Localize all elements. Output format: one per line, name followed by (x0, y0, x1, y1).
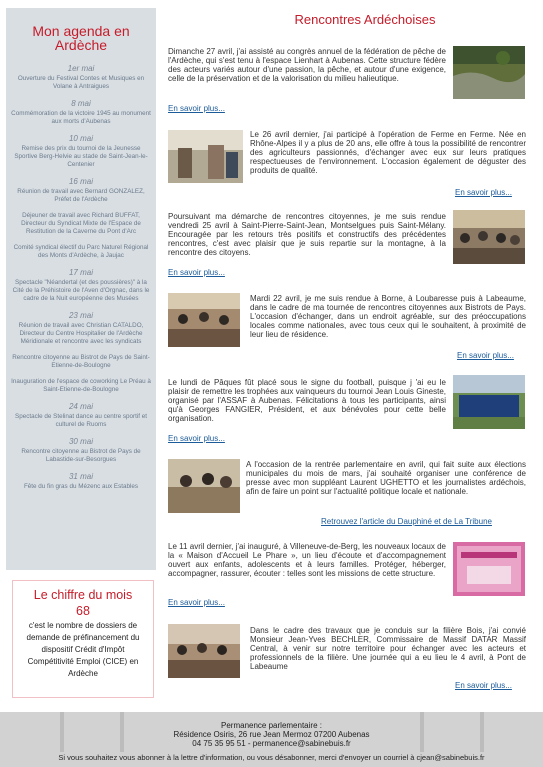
agenda-event: Réunion de travail avec Christian CATALDO, Directeur du Centre Hospitalier de l'Ardèche Méridionale et rencontre avec les syndicats (18, 322, 144, 345)
en-savoir-plus-link[interactable]: En savoir plus... (168, 598, 225, 607)
article-text: Le 26 avril dernier, j'ai participé à l'opération de Ferme en Ferme. Née en Rhône-Alpes il y a plus de 20 ans, elle offre à tous la possibilité de rencontrer des agriculteurs passionnés, d'échanger avec eux sur leurs pratiques respectueuses de l'environnement. L'occasion également de déguster des produits de qualité. (250, 130, 526, 175)
article-text: Dans le cadre des travaux que je conduis sur la filière Bois, j'ai convié Monsieur Jean-Yves BECHLER, Commissaire de Massif DATAR Massif Central, à venir sur notre territoire pour échanger avec les acteurs et professionnels de la filière. Une journée qui a eu lieu le 4 avril, à Pont de Labeaume (250, 626, 526, 671)
article-text: Dimanche 27 avril, j'ai assisté au congrès annuel de la fédération de pêche de l'Ardèche, qui s'est tenu à l'espace Lienhart à Aubenas. Cette structure fédère des acteurs variés autour d'une passion, la pêche, et autour d'une exigence, celle de la préservation et de la valorisation du milieu halieutique. (168, 47, 446, 83)
article-rencontres-citoyennes (168, 212, 446, 257)
photo-ferme (168, 130, 243, 183)
agenda-date: 23 mai (68, 311, 93, 320)
chiffre-text: c'est le nombre de dossiers de demande de préfinancement du dispositif Crédit d'Impôt Compétitivité Emploi (CICE) en Ardèche (26, 621, 140, 678)
photo-reunion (453, 210, 525, 264)
photo-conference-presse (168, 459, 240, 513)
agenda-sidebar (6, 8, 156, 570)
en-savoir-plus-link[interactable]: En savoir plus... (168, 268, 225, 277)
photo-riviere (453, 46, 525, 99)
article-le-phare (168, 542, 446, 578)
agenda-event: Fête du fin gras du Mézenc aux Estables (23, 483, 139, 490)
agenda-event: Rencontre citoyenne au Bistrot de Pays de Labastide-sur-Besorgues (21, 448, 141, 463)
article-text: Poursuivant ma démarche de rencontres citoyennes, je me suis rendue vendredi 25 avril à Saint-Pierre-Saint-Jean, Montselgues puis Saint-Mélany. Encouragée par les retours très positifs et constructifs des précédentes rencontres, c'est avec plaisir que je suis repartie sur la montagne, à la rencontre des citoyens. (168, 212, 446, 257)
article-peche (168, 47, 446, 83)
permanence-address: Résidence Osiris, 26 rue Jean Mermoz 07200 Aubenas (173, 730, 370, 739)
agenda-date: 31 mai (68, 472, 93, 481)
en-savoir-plus-link[interactable]: En savoir plus... (457, 351, 514, 360)
agenda-event: Ouverture du Festival Contes et Musiques en Volane à Antraigues (17, 75, 145, 90)
article-filiere-bois (250, 626, 526, 671)
agenda-event: Déjeuner de travail avec Richard BUFFAT, Directeur du Syndicat Mixte de l'Espace de Restitution de la Caverne du Pont d'Arc (21, 212, 141, 235)
agenda-date: 30 mai (68, 437, 93, 446)
photo-maison-accueil (453, 542, 525, 596)
en-savoir-plus-link[interactable]: En savoir plus... (455, 681, 512, 690)
agenda-date: 10 mai (68, 134, 93, 143)
photo-bistrot (168, 293, 240, 347)
article-conference (246, 460, 526, 496)
chiffre-title: Le chiffre du mois (33, 588, 133, 602)
permanence-info (0, 721, 543, 748)
agenda-event: Inauguration de l'espace de coworking Le Préau à Saint-Etienne-de-Boulogne (11, 378, 151, 393)
agenda-event: Spectacle "Néandertal (et des poussières)" à la Cité de la Préhistoire de l'Aven d'Orgnac, dans le cadre de la Nuit européenne des Musées (12, 279, 150, 302)
article-text: Mardi 22 avril, je me suis rendue à Borne, à Loubaresse puis à Labeaume, dans le cadre de ma tournée de rencontres citoyennes aux Bistrots de Pays. L'occasion d'échanger, dans un endroit agréable, sur des préoccupations locales comme nationales, avec tous ceux qui le souhaitent, à proximité de leur lieu de résidence. (250, 294, 526, 339)
agenda-event: Rencontre citoyenne au Bistrot de Pays de Saint-Etienne-de-Boulogne (12, 354, 150, 369)
article-dauphine-link[interactable]: Retrouvez l'article du Dauphiné et de La Tribune (321, 517, 492, 526)
chiffre-number: 68 (76, 604, 90, 618)
agenda-title: Mon agenda en Ardèche (32, 23, 130, 53)
photo-football (453, 375, 525, 429)
article-ferme (250, 130, 526, 175)
permanence-title: Permanence parlementaire : (221, 721, 322, 730)
permanence-contact[interactable]: 04 75 35 95 51 - permanence@sabinebuis.fr (192, 739, 351, 748)
en-savoir-plus-link[interactable]: En savoir plus... (455, 188, 512, 197)
en-savoir-plus-link[interactable]: En savoir plus... (168, 104, 225, 113)
agenda-date: 16 mai (68, 177, 93, 186)
article-bistrots (250, 294, 526, 339)
article-football (168, 378, 446, 423)
article-text: Le 11 avril dernier, j'ai inauguré, à Villeneuve-de-Berg, les nouveaux locaux de la « Maison d'Accueil Le Phare », un lieu d'écoute et d'accompagnement ouvert aux enfants, adolescents et à leurs familles. Protéger, héberger, accompagner, rassurer, écouter : telles sont les missions de cette structure. (168, 542, 446, 578)
agenda-event: Réunion de travail avec Bernard GONZALEZ, Préfet de l'Ardèche (17, 188, 145, 203)
agenda-event: Commémoration de la victoire 1945 au monument aux morts d'Aubenas (11, 110, 151, 125)
agenda-list (6, 64, 156, 491)
agenda-date: 8 mai (71, 99, 91, 108)
agenda-date: 17 mai (68, 268, 93, 277)
main-title: Rencontres Ardéchoises (294, 12, 436, 27)
agenda-date: 1er mai (67, 64, 95, 73)
agenda-event: Comité syndical électif du Parc Naturel Régional des Monts d'Ardèche, à Jaujac (13, 244, 149, 259)
chiffre-du-mois-box (12, 580, 154, 698)
article-text: Le lundi de Pâques fût placé sous le signe du football, puisque j 'ai eu le plaisir de remettre les trophées aux vainqueurs du tournoi Jean Louis Gineste, organisé par l'ASSAF à Aubenas. Félicitations à tous les participants, ainsi qu'à Georges FANGIER, Président, et aux bénévoles pour cette belle organisation. (168, 378, 446, 423)
agenda-event: Spectacle de Stelinat dance au centre sportif et culturel de Ruoms (15, 413, 147, 428)
subscription-notice[interactable]: Si vous souhaitez vous abonner à la lettre d'information, ou vous désabonner, merci d'envoyer un courriel à cjean@sabinebuis.fr (58, 753, 485, 762)
en-savoir-plus-link[interactable]: En savoir plus... (168, 434, 225, 443)
article-text: A l'occasion de la rentrée parlementaire en avril, qui fait suite aux élections municipales du mois de mars, j'ai souhaité organiser une conférence de presse avec mon suppléant Laurent UGHETTO et les journalistes ardéchois, afin de faire un point sur l'actualité politique locale et nationale. (246, 460, 526, 496)
photo-filiere-bois (168, 624, 240, 678)
agenda-event: Remise des prix du tournoi de la Jeunesse Sportive Berg-Helvie au stade de Saint-Jean-le-Centenier (14, 145, 148, 168)
agenda-date: 24 mai (68, 402, 93, 411)
